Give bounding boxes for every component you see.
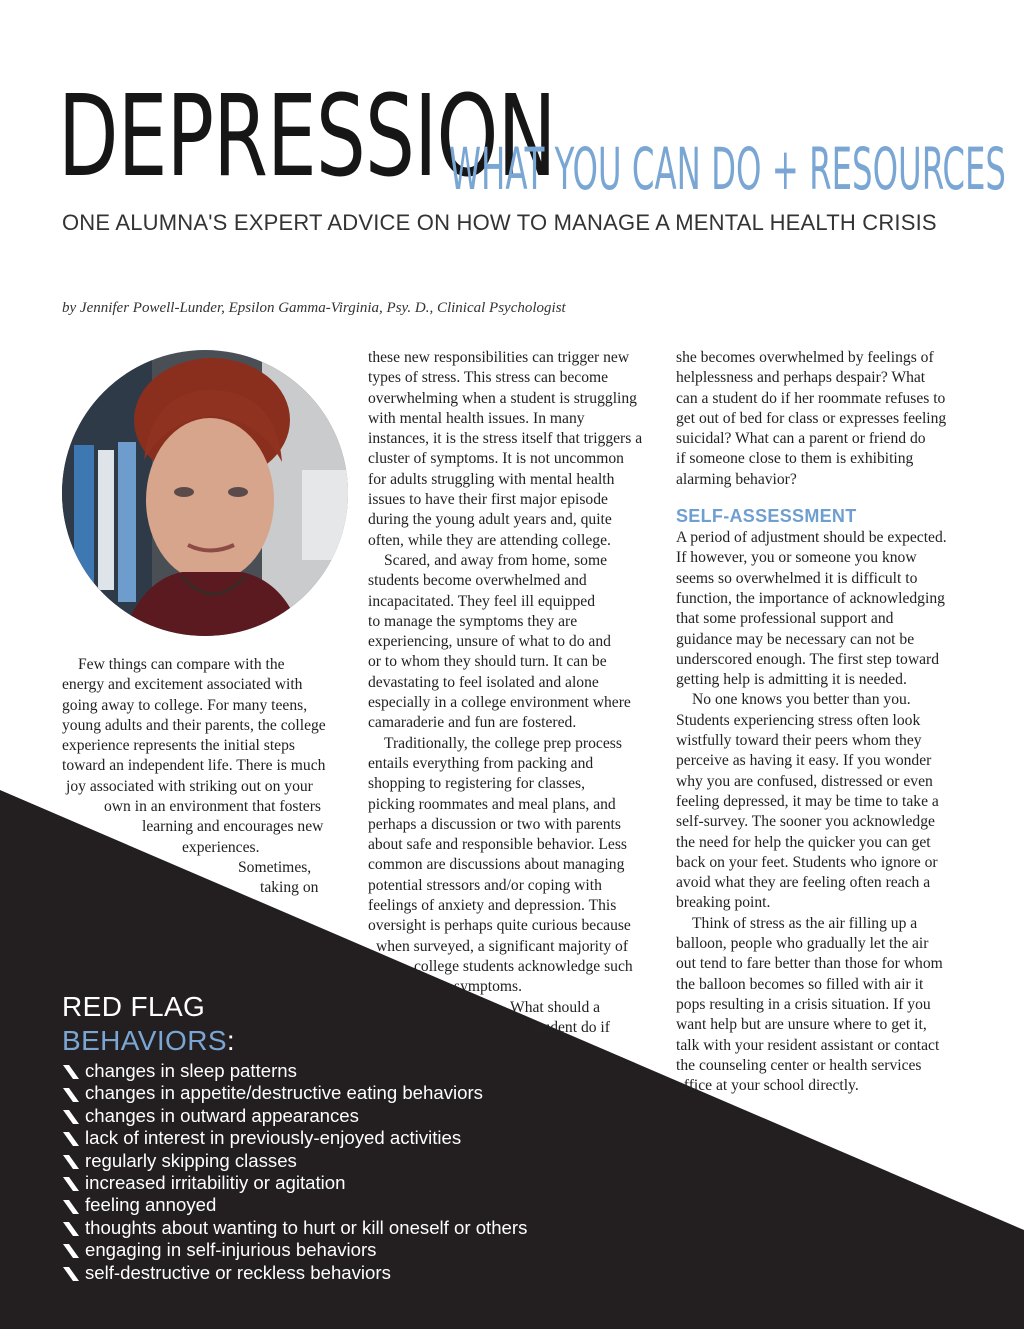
col3-line: out tend to fare better than those for whom [676,955,943,973]
col3-line: self-survey. The sooner you acknowledge [676,813,935,831]
col2-line: symptoms. [454,978,523,996]
article-column-2 [368,348,658,1038]
col2-line: students become overwhelmed and [368,572,587,590]
col2-line: or to whom they should turn. It can be [368,653,607,671]
col2-line: entails everything from packing and [368,754,594,772]
col2-line: devastating to feel isolated and alone [368,673,599,691]
author-portrait [62,350,348,636]
col3-line: if someone close to them is exhibiting [676,450,914,468]
col2-line: common are discussions about managing [368,856,625,874]
col2-line: potential stressors and/or coping with [368,876,602,894]
col1-line: Sometimes, [238,858,312,876]
behavior-text: increased irritabilitiy or agitation [85,1172,346,1194]
col3-line: If however, you or someone you know [676,549,917,567]
behavior-text: changes in outward appearances [85,1104,359,1126]
col3-line: A period of adjustment should be expected. [676,529,947,547]
col2-line: camaraderie and fun are fostered. [368,714,577,732]
col3-line: Students experiencing stress often look [676,711,921,729]
col2-line: What should a [510,998,601,1016]
slash-bullet-icon [62,1174,80,1192]
col3-line: the need for help the quicker you can get [676,833,931,851]
title-subheading: WHAT YOU CAN DO + RESOURCES [449,135,1006,203]
col3-line: back on your feet. Students who ignore or [676,853,938,871]
col3-line: getting help is admitting it is needed. [676,671,907,689]
col3-line: breaking point. [676,894,771,912]
col1-line: joy associated with striking out on your [66,777,313,795]
behavior-text: engaging in self-injurious behaviors [85,1239,377,1261]
col2-line: types of stress. This stress can become [368,369,609,387]
col2-line: college students acknowledge such [414,957,633,975]
list-item [62,1172,527,1194]
col3-line: seems so overwhelmed it is difficult to [676,569,918,587]
col1-line: own in an environment that fosters [104,798,321,816]
behavior-text: thoughts about wanting to hurt or kill oneself or others [85,1216,528,1238]
slash-bullet-icon [62,1197,80,1215]
list-item [62,1127,527,1149]
article-subtitle: ONE ALUMNA'S EXPERT ADVICE ON HOW TO MANAGE A MENTAL HEALTH CRISIS [62,210,937,235]
col3-line: want help but are unsure where to get it, [676,1016,927,1034]
col1-line: learning and encourages new [142,818,324,836]
col1-line: toward an independent life. There is much [62,757,326,775]
col3-line: talk with your resident assistant or contact [676,1036,940,1054]
list-item [62,1082,527,1104]
col2-line: about safe and responsible behavior. Less [368,836,627,854]
col2-line: often, while they are attending college. [368,531,611,549]
col2-line: for adults struggling with mental health [368,470,615,488]
col2-line: feelings of anxiety and depression. This [368,897,617,915]
author-byline: by Jennifer Powell-Lunder, Epsilon Gamma-Virginia, Psy. D., Clinical Psychologist [62,300,566,316]
behavior-text: changes in appetite/destructive eating behaviors [85,1082,483,1104]
col3-line: suicidal? What can a parent or friend do [676,430,926,448]
col3-line: perceive as having it easy. If you wonder [676,752,932,770]
col3-line: Think of stress as the air filling up a [692,914,918,932]
red-flag-list [62,1060,527,1284]
col2-line: during the young adult years and, quite [368,511,612,529]
col3-line: office at your school directly. [676,1077,859,1095]
col2-line: issues to have their first major episode [368,491,608,509]
col1-line: energy and excitement associated with [62,676,303,694]
list-item [62,1105,527,1127]
slash-bullet-icon [62,1062,80,1080]
behavior-text: regularly skipping classes [85,1149,297,1171]
col2-line: Scared, and away from home, some [384,551,608,569]
article-column-3 [676,348,966,1096]
col3-line: helplessness and perhaps despair? What [676,369,926,387]
col3-line: she becomes overwhelmed by feelings of [676,349,934,366]
col3-line: balloon, people who gradually let the air [676,935,929,953]
col2-line: with mental health issues. In many [368,409,585,427]
col1-line: going away to college. For many teens, [62,696,308,714]
col2-line: instances, it is the stress itself that triggers a [368,430,643,448]
col3-line: get out of bed for class or expresses feeling [676,409,947,427]
page-title: DEPRESSION [58,72,556,202]
slash-bullet-icon [62,1129,80,1147]
slash-bullet-icon [62,1241,80,1259]
red-flag-sidebar [62,990,527,1284]
col3-line: that some professional support and [676,610,894,628]
col2-line: these new responsibilities can trigger new [368,349,630,366]
col2-line: to manage the symptoms they are [368,612,578,630]
list-item [62,1217,527,1239]
behavior-text: feeling annoyed [85,1194,217,1216]
col1-line: taking on [260,879,319,897]
col3-line: guidance may be necessary can not be [676,630,915,648]
col2-line: shopping to registering for classes, [368,775,585,793]
slash-bullet-icon [62,1085,80,1103]
list-item [62,1060,527,1082]
behaviors-word: BEHAVIORS [62,1025,227,1056]
behavior-text: changes in sleep patterns [85,1060,297,1081]
slash-bullet-icon [62,1264,80,1282]
section-heading-self-assessment: SELF-ASSESSMENT [676,506,857,527]
col3-line: alarming behavior? [676,470,797,488]
col2-line: especially in a college environment where [368,694,631,712]
list-item [62,1150,527,1172]
slash-bullet-icon [62,1219,80,1237]
col3-line: feeling depressed, it may be time to take a [676,792,939,810]
behavior-text: lack of interest in previously-enjoyed activities [85,1127,462,1149]
behaviors-title [62,1024,527,1058]
col3-line: the counseling center or health services [676,1056,922,1074]
col3-line: function, the importance of acknowledging [676,589,945,607]
slash-bullet-icon [62,1152,80,1170]
col2-line: experiencing, unsure of what to do and [368,633,611,651]
col3-line: can a student do if her roommate refuses to [676,389,946,407]
col3-line: wistfully toward their peers whom they [676,732,922,750]
col2-line: incapacitated. They feel ill equipped [368,592,596,610]
col3-line: No one knows you better than you. [692,691,911,709]
col3-line: underscored enough. The first step toward [676,650,939,668]
col3-line: the balloon becomes so filled with air it [676,975,924,993]
col1-line: young adults and their parents, the college [62,716,326,734]
col3-line: avoid what they are feeling often reach a [676,874,931,892]
col1-line: experience represents the initial steps [62,737,295,755]
article-column-1 [62,655,332,899]
col2-line: perhaps a discussion or two with parents [368,815,621,833]
list-item [62,1239,527,1261]
col2-line: student do if [532,1018,610,1036]
col1-line: Few things can compare with the [78,656,285,673]
col2-line: cluster of symptoms. It is not uncommon [368,450,624,468]
red-flag-title: RED FLAG [62,991,206,1022]
col2-line: overwhelming when a student is struggling [368,389,637,407]
col1-line: experiences. [182,838,260,856]
list-item [62,1262,527,1284]
col3-line: why you are confused, distressed or even [676,772,933,790]
col3-line: pops resulting in a crisis situation. If you [676,995,931,1013]
slash-bullet-icon [62,1107,80,1125]
behavior-text: self-destructive or reckless behaviors [85,1261,391,1283]
col2-line: picking roommates and meal plans, and [368,795,616,813]
list-item [62,1194,527,1216]
col2-line: when surveyed, a significant majority of [376,937,629,955]
col2-line: Traditionally, the college prep process [384,734,622,752]
col2-line: oversight is perhaps quite curious because [368,917,631,935]
behaviors-colon: : [226,1025,236,1056]
